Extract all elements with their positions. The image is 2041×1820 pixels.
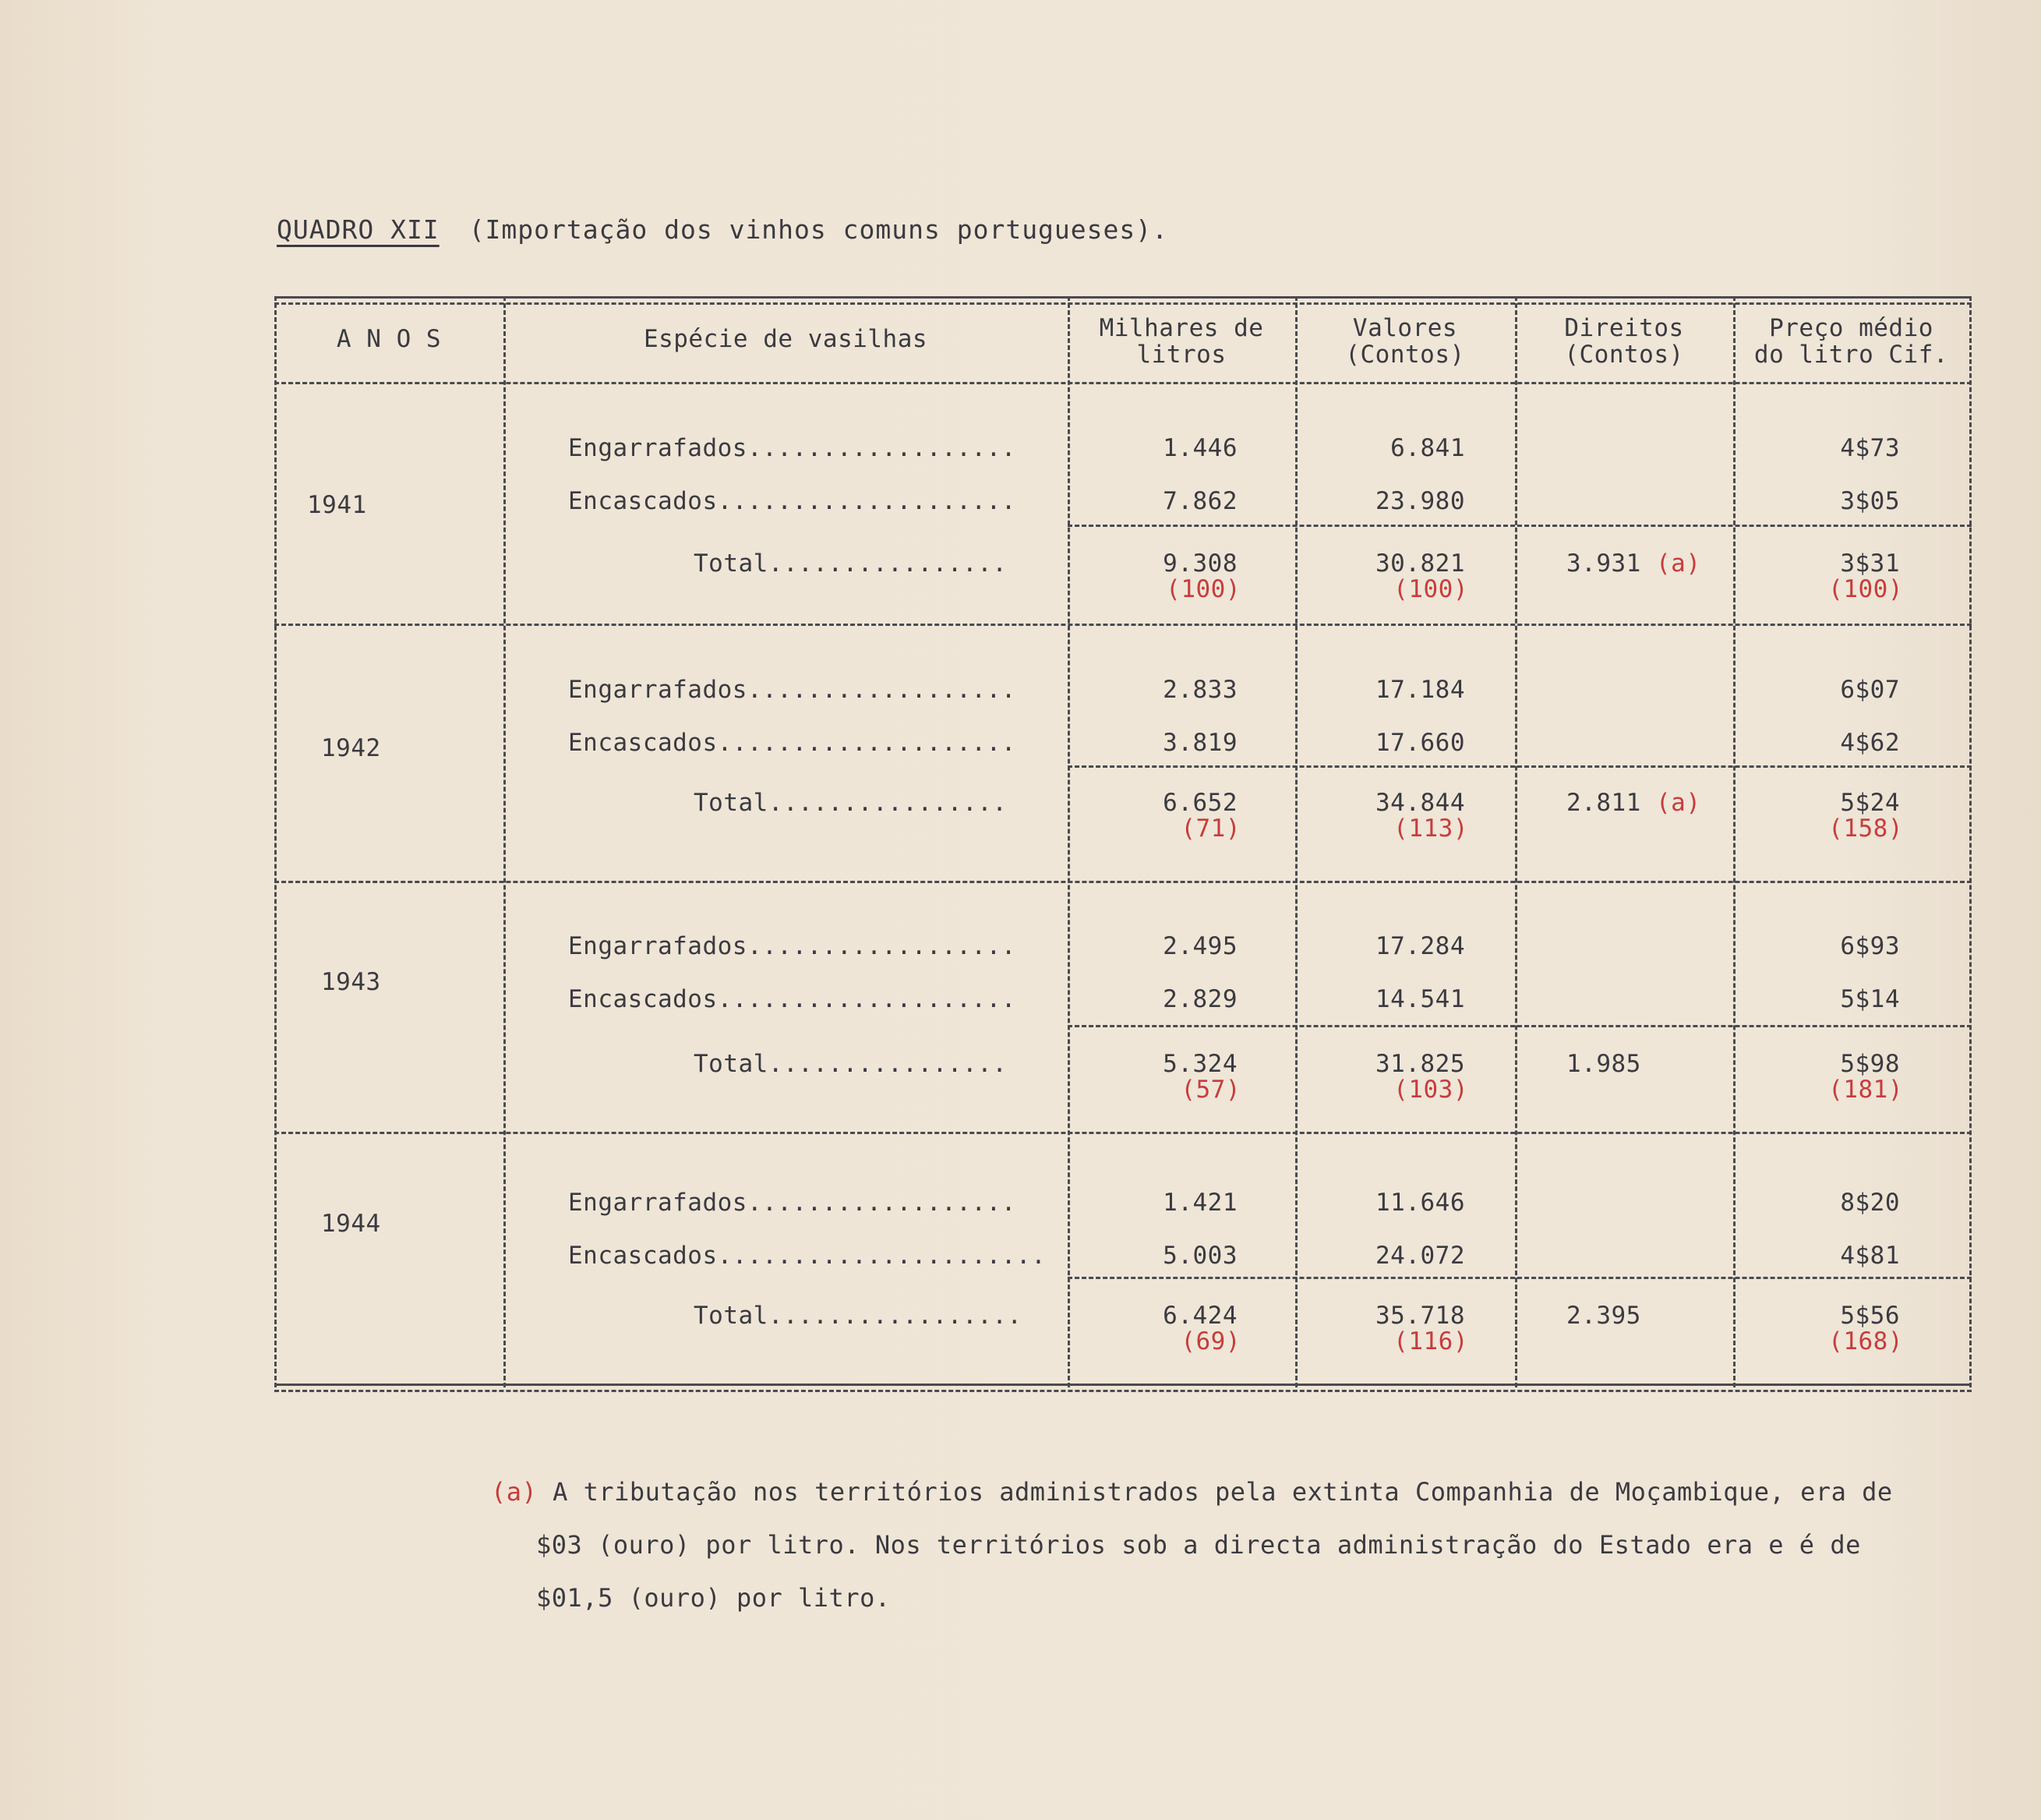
milhares-index: (57) xyxy=(1181,1076,1241,1104)
row-label: Engarrafados.................. xyxy=(568,932,1016,960)
footnote xyxy=(491,1465,1940,1624)
total-label: Total................. xyxy=(694,1302,1022,1330)
col-line-right xyxy=(1969,296,1972,1387)
subtotal-divider-1943 xyxy=(1068,1025,1972,1027)
header-milhares-line2: litros xyxy=(1136,341,1227,369)
milhares-value: 1.446 xyxy=(1163,434,1238,462)
preco-total: 5$56 xyxy=(1840,1302,1900,1330)
year-divider-1943 xyxy=(274,1132,1972,1134)
milhares-index: (71) xyxy=(1181,815,1241,843)
preco-value: 4$73 xyxy=(1840,434,1900,462)
valores-index: (100) xyxy=(1393,575,1468,603)
row-label: Engarrafados.................. xyxy=(568,1189,1016,1217)
direitos-value: 2.395 xyxy=(1566,1302,1641,1330)
milhares-value: 2.829 xyxy=(1163,985,1238,1013)
milhares-total: 6.424 xyxy=(1163,1302,1238,1330)
footnote-line-2: $03 (ouro) por litro. Nos territórios sob a directa administração do Estado era e é de xyxy=(536,1530,1861,1560)
col-line-left xyxy=(274,296,277,1387)
preco-value: 3$05 xyxy=(1840,487,1900,515)
header-preco xyxy=(1733,315,1969,368)
preco-index: (100) xyxy=(1828,575,1903,603)
header-valores-line2: (Contos) xyxy=(1345,341,1465,369)
header-especie: Espécie de vasilhas xyxy=(643,325,928,353)
row-label: Engarrafados.................. xyxy=(568,676,1016,704)
header-divider xyxy=(274,382,1972,384)
header-valores xyxy=(1295,315,1515,368)
year-label: 1942 xyxy=(321,734,381,762)
valores-value: 14.541 xyxy=(1375,985,1465,1013)
header-direitos-line1: Direitos xyxy=(1564,314,1684,342)
milhares-value: 5.003 xyxy=(1163,1242,1238,1270)
col-line-valores xyxy=(1515,296,1517,1387)
table-top-border xyxy=(274,296,1972,299)
valores-total: 31.825 xyxy=(1375,1050,1465,1078)
subtotal-divider-1944 xyxy=(1068,1277,1972,1279)
valores-value: 17.184 xyxy=(1375,676,1465,704)
total-label: Total................ xyxy=(694,1050,1008,1078)
footnote-line-1: A tributação nos territórios administrados pela extinta Companhia de Moçambique, era de xyxy=(553,1477,1893,1507)
valores-total: 34.844 xyxy=(1375,789,1465,817)
table-bottom-border xyxy=(274,1384,1972,1386)
milhares-total: 9.308 xyxy=(1163,550,1238,578)
valores-total: 35.718 xyxy=(1375,1302,1465,1330)
header-direitos-line2: (Contos) xyxy=(1564,341,1684,369)
preco-total: 3$31 xyxy=(1840,550,1900,578)
preco-value: 6$93 xyxy=(1840,932,1900,960)
header-direitos xyxy=(1515,315,1733,368)
subtotal-divider-1942 xyxy=(1068,765,1972,768)
import-table xyxy=(274,296,1972,1387)
valores-value: 6.841 xyxy=(1390,434,1465,462)
milhares-index: (69) xyxy=(1181,1327,1241,1355)
valores-value: 11.646 xyxy=(1375,1189,1465,1217)
preco-index: (158) xyxy=(1828,815,1903,843)
row-label: Engarrafados.................. xyxy=(568,434,1016,462)
table-description: (Importação dos vinhos comuns portugueses). xyxy=(468,214,1168,245)
valores-value: 17.284 xyxy=(1375,932,1465,960)
row-label: Encascados.................... xyxy=(568,729,1016,757)
direitos-value: 2.811 xyxy=(1566,789,1641,817)
footnote-ref: (a) xyxy=(1656,789,1701,817)
row-label: Encascados.................... xyxy=(568,487,1016,515)
footnote-line-3: $01,5 (ouro) por litro. xyxy=(536,1583,891,1613)
header-preco-line1: Preço médio xyxy=(1769,314,1933,342)
preco-index: (168) xyxy=(1828,1327,1903,1355)
row-label: Encascados...................... xyxy=(568,1242,1047,1270)
year-label: 1944 xyxy=(321,1210,381,1238)
preco-value: 6$07 xyxy=(1840,676,1900,704)
preco-total: 5$98 xyxy=(1840,1050,1900,1078)
milhares-value: 1.421 xyxy=(1163,1189,1238,1217)
direitos-total xyxy=(1566,550,1701,578)
valores-value: 17.660 xyxy=(1375,729,1465,757)
valores-index: (116) xyxy=(1393,1327,1468,1355)
header-milhares-line1: Milhares de xyxy=(1099,314,1264,342)
footnote-mark: (a) xyxy=(491,1477,538,1507)
year-divider-1942 xyxy=(274,881,1972,883)
year-label: 1943 xyxy=(321,968,381,996)
header-milhares xyxy=(1068,315,1295,368)
header-anos: A N O S xyxy=(336,325,442,353)
total-label: Total................ xyxy=(694,550,1008,578)
milhares-total: 5.324 xyxy=(1163,1050,1238,1078)
total-label: Total................ xyxy=(694,789,1008,817)
milhares-value: 3.819 xyxy=(1163,729,1238,757)
direitos-value: 3.931 xyxy=(1566,550,1641,578)
milhares-index: (100) xyxy=(1166,575,1241,603)
preco-value: 5$14 xyxy=(1840,985,1900,1013)
page-title xyxy=(277,214,1168,245)
valores-index: (113) xyxy=(1393,815,1468,843)
preco-index: (181) xyxy=(1828,1076,1903,1104)
preco-value: 4$62 xyxy=(1840,729,1900,757)
direitos-total xyxy=(1566,1050,1641,1078)
valores-index: (103) xyxy=(1393,1076,1468,1104)
year-divider-1941 xyxy=(274,624,1972,626)
valores-total: 30.821 xyxy=(1375,550,1465,578)
preco-value: 8$20 xyxy=(1840,1189,1900,1217)
direitos-total xyxy=(1566,789,1701,817)
subtotal-divider-1941 xyxy=(1068,525,1972,527)
milhares-value: 7.862 xyxy=(1163,487,1238,515)
header-valores-line1: Valores xyxy=(1352,314,1458,342)
valores-value: 24.072 xyxy=(1375,1242,1465,1270)
table-number: QUADRO XII xyxy=(277,214,440,245)
footnote-ref: (a) xyxy=(1656,550,1701,578)
row-label: Encascados.................... xyxy=(568,985,1016,1013)
year-label: 1941 xyxy=(307,491,367,519)
header-preco-line2: do litro Cif. xyxy=(1753,341,1949,369)
milhares-total: 6.652 xyxy=(1163,789,1238,817)
milhares-value: 2.833 xyxy=(1163,676,1238,704)
direitos-total xyxy=(1566,1302,1641,1330)
preco-total: 5$24 xyxy=(1840,789,1900,817)
col-line-anos xyxy=(503,296,506,1387)
milhares-value: 2.495 xyxy=(1163,932,1238,960)
valores-value: 23.980 xyxy=(1375,487,1465,515)
preco-value: 4$81 xyxy=(1840,1242,1900,1270)
direitos-value: 1.985 xyxy=(1566,1050,1641,1078)
